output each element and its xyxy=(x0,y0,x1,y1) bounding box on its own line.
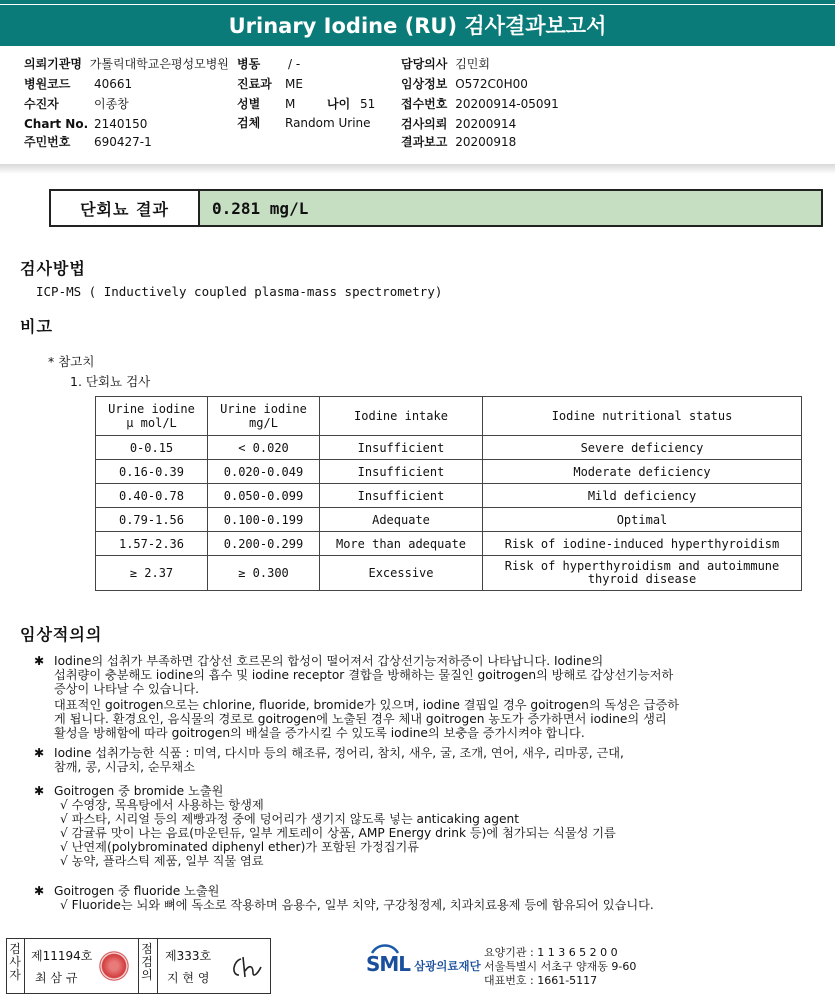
star-bullet-icon: ✱ xyxy=(34,746,45,760)
text-line: Iodine 섭취가능한 식품 : 미역, 다시마 등의 해조류, 정어리, 참치, 새우, 굴, 조개, 연어, 새우, 리마콩, 근대, xyxy=(54,746,624,760)
address-line: 요양기관 : 1 1 3 6 5 2 0 0 xyxy=(484,946,618,959)
star-bullet-icon: ✱ xyxy=(34,884,45,898)
info-sex-value xyxy=(285,96,295,112)
info-doctor xyxy=(401,56,490,72)
info-patient-value xyxy=(94,96,129,112)
table-cell: 0-0.15 xyxy=(96,436,208,460)
ref-title: * 참고치 xyxy=(48,354,95,369)
confirm-name: 지 현 영 xyxy=(167,971,210,985)
table-cell: 0.050-0.099 xyxy=(208,484,320,508)
info-specimen-value xyxy=(285,115,371,131)
info-dept-value xyxy=(285,76,303,92)
table-cell: More than adequate xyxy=(320,532,483,556)
info-value: 김민회 xyxy=(455,57,490,71)
report-title: Urinary Iodine (RU) 검사결과보고서 xyxy=(228,14,607,38)
text-line: 활성을 방해함에 따라 goitrogen의 배설을 증가시킬 수 있도록 iodine의 보충을 증가시켜야 합니다. xyxy=(54,726,585,740)
result-label: 단회뇨 결과 xyxy=(51,191,200,225)
table-cell: Risk of iodine-induced hyperthyroidism xyxy=(483,532,802,556)
list-item: √ 난연제(polybrominated diphenyl ether)가 포함된 가정집기류 xyxy=(60,840,420,854)
table-header xyxy=(96,397,208,436)
divider xyxy=(138,939,139,993)
info-value: O572C0H00 xyxy=(455,77,528,91)
info-sex xyxy=(237,96,260,112)
info-value: 가톨릭대학교은평성모병원 xyxy=(89,57,229,71)
examiner-no: 제11194호 xyxy=(31,949,93,963)
info-dept xyxy=(237,76,272,92)
clinical-heading: 임상적의의 xyxy=(20,625,103,644)
table-cell: 0.79-1.56 xyxy=(96,508,208,532)
text-line: 섭취량이 충분해도 iodine의 흡수 및 iodine receptor 결합을 방해하는 물질인 goitrogen의 방해로 갑상선기능저하 xyxy=(54,668,674,682)
table-cell: Severe deficiency xyxy=(483,436,802,460)
info-hospital xyxy=(24,56,229,72)
table-cell: 0.200-0.299 xyxy=(208,532,320,556)
org-name: 삼광의료재단 xyxy=(414,959,481,973)
table-cell: 0.020-0.049 xyxy=(208,460,320,484)
info-specimen xyxy=(237,115,260,131)
info-value: 이종창 xyxy=(94,97,129,111)
info-label: 접수번호 xyxy=(401,97,448,111)
table-cell: Excessive xyxy=(320,556,483,591)
info-label: 의뢰기관명 xyxy=(24,57,82,71)
table-cell: Insufficient xyxy=(320,460,483,484)
info-value: Random Urine xyxy=(285,116,371,130)
logo-text: SML xyxy=(366,952,411,976)
table-cell: 0.40-0.78 xyxy=(96,484,208,508)
info-label: 주민번호 xyxy=(24,135,71,149)
sml-logo xyxy=(366,952,481,976)
info-age xyxy=(327,96,375,112)
text-line: 대표적인 goitrogen으로는 chlorine, fluoride, bromide가 있으며, iodine 결핍일 경우 goitrogen의 독성은 급증하 xyxy=(54,698,680,712)
bromide-section xyxy=(36,784,616,868)
sml-logo-arc-icon xyxy=(370,943,400,955)
info-ssn xyxy=(24,134,70,150)
table-row xyxy=(96,460,802,484)
list-item: √ 농약, 플라스틱 제품, 일부 직물 염료 xyxy=(60,854,264,868)
signature-icon xyxy=(227,953,265,983)
info-value: 20200914 xyxy=(455,117,517,131)
remarks-heading: 비고 xyxy=(20,317,53,336)
info-patient xyxy=(24,96,59,112)
table-cell: 1.57-2.36 xyxy=(96,532,208,556)
info-label: 진료과 xyxy=(237,77,272,91)
info-value: 20200914-05091 xyxy=(455,97,559,111)
info-label: 결과보고 xyxy=(401,135,448,149)
info-value: M xyxy=(285,97,296,111)
info-request xyxy=(401,116,516,132)
info-ward-value xyxy=(288,56,300,72)
address-line: 서울특별시 서초구 양재동 9-60 xyxy=(484,960,637,973)
info-label: 나이 xyxy=(327,97,351,111)
header-divider xyxy=(0,164,835,174)
info-hospital-code-value xyxy=(94,76,132,92)
info-label: 성별 xyxy=(237,97,261,111)
info-value: 20200918 xyxy=(455,135,517,149)
info-label: 담당의사 xyxy=(401,57,448,71)
info-ward xyxy=(237,56,260,72)
text-line: 증상이 나타날 수 있습니다. xyxy=(54,682,200,696)
table-cell: Adequate xyxy=(320,508,483,532)
list-item: √ 파스타, 시리얼 등의 제빵과정 중에 덩어리가 생기지 않도록 넣는 anticaking agent xyxy=(60,812,519,826)
header-line: Urine iodine xyxy=(108,402,195,416)
list-item: √ 감귤류 맛이 나는 음료(마운틴듀, 일부 게토레이 상품, AMP Energy drink 등)에 첨가되는 식물성 기름 xyxy=(60,826,616,840)
table-cell: Insufficient xyxy=(320,484,483,508)
info-value: ME xyxy=(285,77,303,91)
divider xyxy=(157,939,158,993)
method-heading: 검사방법 xyxy=(20,259,86,278)
table-cell: ≥ 0.300 xyxy=(208,556,320,591)
reference-table xyxy=(95,396,802,591)
divider xyxy=(24,939,25,993)
info-hospital-code xyxy=(24,76,70,92)
report-title-bar xyxy=(0,0,835,46)
table-header: Iodine intake xyxy=(320,397,483,436)
table-cell: Mild deficiency xyxy=(483,484,802,508)
header-line: mg/L xyxy=(249,416,278,430)
list-item: √ 수영장, 목욕탕에서 사용하는 항생제 xyxy=(60,798,264,812)
table-cell: < 0.020 xyxy=(208,436,320,460)
text-line: Goitrogen 중 fluoride 노출원 xyxy=(54,884,220,898)
info-label: 임상정보 xyxy=(401,77,448,91)
table-row xyxy=(96,508,802,532)
examiner-name: 최 삼 규 xyxy=(35,971,78,985)
list-item: √ Fluoride는 뇌와 뼈에 독소로 작용하며 음용수, 일부 치약, 구강청정제, 치과치료용제 등에 함유되어 있습니다. xyxy=(60,898,654,912)
signature-box xyxy=(6,938,271,994)
info-receipt xyxy=(401,96,559,112)
result-value: 0.281 mg/L xyxy=(200,191,821,225)
clinical-para-2 xyxy=(36,698,679,740)
confirm-no: 제333호 xyxy=(165,949,212,963)
table-cell: ≥ 2.37 xyxy=(96,556,208,591)
table-header xyxy=(208,397,320,436)
ref-subtitle: 1. 단회뇨 검사 xyxy=(70,374,151,389)
result-box xyxy=(49,189,823,227)
text-line: Goitrogen 중 bromide 노출원 xyxy=(54,784,224,798)
info-value: 51 xyxy=(360,97,376,111)
table-header-row xyxy=(96,397,802,436)
org-address xyxy=(484,946,636,988)
info-label: 수진자 xyxy=(24,97,59,111)
table-cell: 0.100-0.199 xyxy=(208,508,320,532)
info-report xyxy=(401,134,516,150)
info-value: / - xyxy=(288,57,301,71)
method-text: ICP-MS ( Inductively coupled plasma-mass spectrometry) xyxy=(36,284,443,299)
table-cell: 0.16-0.39 xyxy=(96,460,208,484)
info-value: 690427-1 xyxy=(94,135,152,149)
text-line: Iodine의 섭취가 부족하면 갑상선 호르몬의 합성이 떨어져서 갑상선기능저하증이 나타납니다. Iodine의 xyxy=(54,654,604,668)
table-row xyxy=(96,484,802,508)
info-chart xyxy=(24,116,88,132)
table-cell: Insufficient xyxy=(320,436,483,460)
table-row xyxy=(96,532,802,556)
table-row xyxy=(96,556,802,591)
info-value: 2140150 xyxy=(94,117,148,131)
info-label: 검체 xyxy=(237,116,261,130)
table-header: Iodine nutritional status xyxy=(483,397,802,436)
table-row xyxy=(96,436,802,460)
info-clinical xyxy=(401,76,528,92)
text-line: 참깨, 콩, 시금치, 순무채소 xyxy=(54,760,195,774)
info-label: 병원코드 xyxy=(24,77,71,91)
official-seal-icon xyxy=(99,951,129,981)
info-value: 40661 xyxy=(94,77,133,91)
table-cell: Optimal xyxy=(483,508,802,532)
info-ssn-value xyxy=(94,134,152,150)
text-line: 게 됩니다. 환경요인, 음식물의 경로로 goitrogen에 노출된 경우 체내 goitrogen 농도가 증가하면서 iodine의 생리 xyxy=(54,712,667,726)
info-label: Chart No. xyxy=(24,117,89,131)
clinical-para-3 xyxy=(36,746,624,774)
examiner-label: 검사자 xyxy=(9,942,21,982)
header-line: Urine iodine xyxy=(220,402,307,416)
fluoride-section xyxy=(36,884,654,912)
table-cell: Moderate deficiency xyxy=(483,460,802,484)
header-line: μ mol/L xyxy=(126,416,177,430)
address-line: 대표번호 : 1661-5117 xyxy=(484,974,598,987)
star-bullet-icon: ✱ xyxy=(34,784,45,798)
clinical-para-1 xyxy=(36,654,673,696)
info-chart-value xyxy=(94,116,147,132)
table-cell: Risk of hyperthyroidism and autoimmune thyroid disease xyxy=(483,556,802,591)
info-label: 병동 xyxy=(237,57,261,71)
info-label: 검사의뢰 xyxy=(401,117,448,131)
star-bullet-icon: ✱ xyxy=(34,654,45,668)
confirm-label: 점검의 xyxy=(141,942,153,982)
